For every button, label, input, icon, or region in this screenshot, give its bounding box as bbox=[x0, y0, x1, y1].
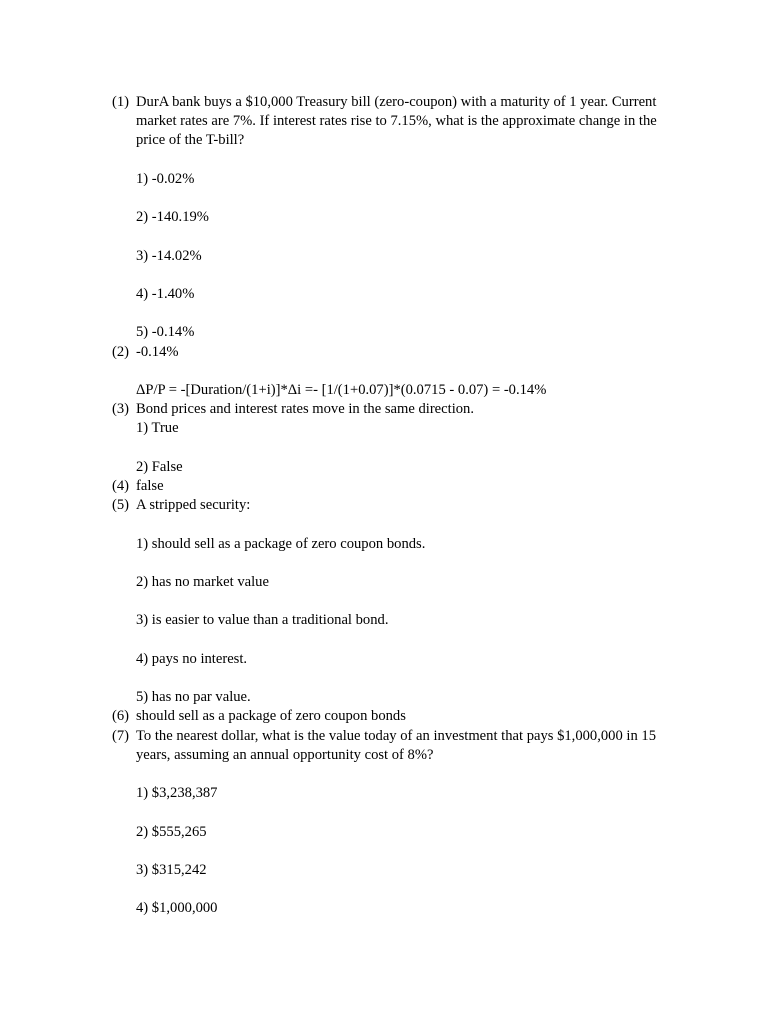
question-text: DurA bank buys a $10,000 Treasury bill (zero-coupon) with a maturity of 1 year. Current market rates are 7%. If interest rates rise to 7.15%, what is the approximate change in the price of the T-bill? bbox=[136, 94, 657, 149]
item-number: (3) bbox=[112, 401, 130, 418]
answer-option: 1) should sell as a package of zero coupon bonds. bbox=[136, 535, 426, 552]
answer-option: 2) has no market value bbox=[136, 573, 269, 590]
answer-option: 5) has no par value. bbox=[136, 689, 251, 706]
answer-option: 2) False bbox=[136, 458, 183, 475]
document-page bbox=[0, 93, 768, 918]
item-number: (6) bbox=[112, 708, 130, 725]
answer-option: 1) $3,238,387 bbox=[136, 785, 218, 802]
item-number: (5) bbox=[112, 497, 130, 514]
answer-text: false bbox=[136, 477, 164, 494]
answer-option: 4) $1,000,000 bbox=[136, 900, 218, 917]
answer-option: 4) pays no interest. bbox=[136, 650, 248, 667]
answer-option: 3) -14.02% bbox=[136, 247, 202, 264]
answer-text: should sell as a package of zero coupon bonds bbox=[136, 708, 406, 725]
answer-option: 5) -0.14% bbox=[136, 324, 195, 341]
question-1 bbox=[0, 93, 768, 343]
answer-option: 3) $315,242 bbox=[136, 861, 207, 878]
question-2 bbox=[0, 400, 768, 477]
formula: ΔP/P = -[Duration/(1+i)]*Δi =- [1/(1+0.07)]*(0.0715 - 0.07) = -0.14% bbox=[136, 381, 547, 398]
item-number: (4) bbox=[112, 477, 130, 494]
question-3 bbox=[0, 496, 768, 707]
question-4 bbox=[0, 727, 768, 919]
answer-option: 1) True bbox=[136, 420, 179, 437]
question-text: To the nearest dollar, what is the value today of an investment that pays $1,000,000 in 15 years, assuming an annual opportunity cost of 8%? bbox=[136, 727, 657, 763]
answer-option: 2) -140.19% bbox=[136, 209, 209, 226]
question-text: Bond prices and interest rates move in the same direction. bbox=[136, 401, 474, 418]
answer-option: 2) $555,265 bbox=[136, 823, 207, 840]
answer-3 bbox=[0, 707, 768, 726]
item-number: (1) bbox=[112, 94, 130, 110]
question-text: A stripped security: bbox=[136, 497, 251, 514]
answer-text: -0.14% bbox=[136, 343, 179, 360]
item-number: (7) bbox=[112, 727, 130, 744]
answer-option: 4) -1.40% bbox=[136, 285, 195, 302]
answer-1 bbox=[0, 343, 768, 401]
answer-2 bbox=[0, 477, 768, 496]
item-number: (2) bbox=[112, 343, 130, 360]
answer-option: 3) is easier to value than a traditional bond. bbox=[136, 612, 389, 629]
answer-option: 1) -0.02% bbox=[136, 170, 195, 187]
